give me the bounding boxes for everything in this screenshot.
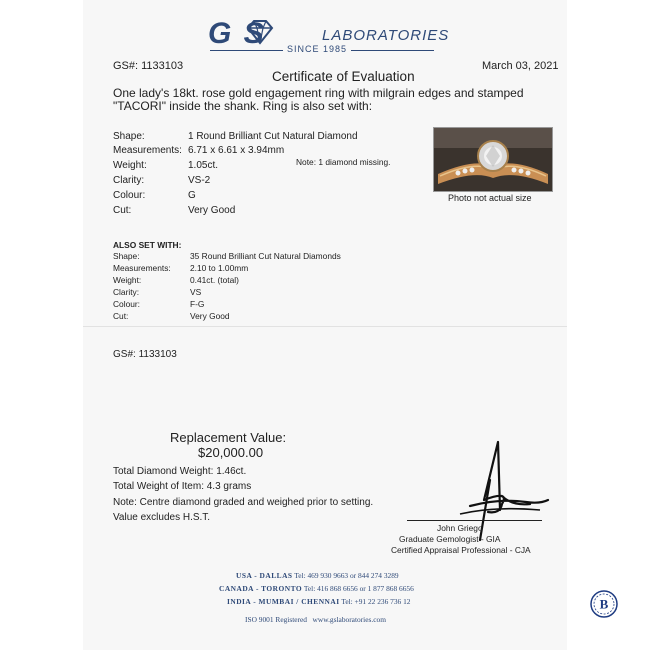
also-value-clarity: VS bbox=[190, 287, 202, 297]
footer-india-tel: Tel: +91 22 236 736 12 bbox=[341, 597, 411, 606]
spec-value-colour: G bbox=[188, 190, 196, 201]
footer-india bbox=[227, 597, 410, 606]
footer-usa bbox=[236, 571, 399, 580]
footer-usa-tel: Tel: 469 930 9663 or 844 274 3289 bbox=[294, 571, 399, 580]
also-label-measurements: Measurements: bbox=[113, 263, 171, 273]
b-badge-icon bbox=[589, 589, 619, 619]
spec-value-shape: 1 Round Brilliant Cut Natural Diamond bbox=[188, 131, 358, 142]
logo-gs-text: G S bbox=[208, 17, 266, 50]
spec-label-weight: Weight: bbox=[113, 160, 147, 171]
spec-label-clarity: Clarity: bbox=[113, 175, 145, 186]
also-value-cut: Very Good bbox=[190, 311, 230, 321]
diamond-logo-icon bbox=[246, 19, 274, 45]
replacement-value: $20,000.00 bbox=[198, 445, 264, 460]
spec-label-colour: Colour: bbox=[113, 190, 146, 201]
photo-caption: Photo not actual size bbox=[448, 193, 532, 203]
also-label-colour: Colour: bbox=[113, 299, 140, 309]
total-item-weight: Total Weight of Item: 4.3 grams bbox=[113, 481, 252, 492]
also-label-shape: Shape: bbox=[113, 251, 140, 261]
spec-label-measurements: Measurements: bbox=[113, 145, 182, 156]
footer-india-location: INDIA - MUMBAI / CHENNAI bbox=[227, 597, 340, 606]
ring-photo bbox=[433, 127, 553, 192]
spec-label-shape: Shape: bbox=[113, 131, 145, 142]
spec-value-weight: 1.05ct. bbox=[188, 160, 219, 171]
gs-number: GS#: 1133103 bbox=[113, 60, 184, 72]
footer-canada-tel: Tel: 416 868 6656 or 1 877 868 6656 bbox=[303, 584, 414, 593]
also-value-colour: F-G bbox=[190, 299, 205, 309]
also-value-weight: 0.41ct. (total) bbox=[190, 275, 239, 285]
footer-usa-location: USA - DALLAS bbox=[236, 571, 293, 580]
footer-iso-text: ISO 9001 Registered bbox=[245, 615, 307, 624]
gs-number-page2: GS#: 1133103 bbox=[113, 349, 177, 360]
signer-title-gia: Graduate Gemologist - GIA bbox=[399, 534, 501, 544]
total-diamond-weight: Total Diamond Weight: 1.46ct. bbox=[113, 466, 247, 477]
certificate-date: March 03, 2021 bbox=[482, 60, 559, 72]
signer-name: John Griego bbox=[437, 523, 483, 533]
spec-value-cut: Very Good bbox=[188, 205, 236, 216]
logo-laboratories: LABORATORIES bbox=[322, 27, 450, 44]
footer-iso bbox=[245, 615, 386, 624]
also-label-clarity: Clarity: bbox=[113, 287, 140, 297]
item-description: One lady's 18kt. rose gold engagement ring with milgrain edges and stamped "TACORI" inside the shank. Ring is also set with: bbox=[113, 86, 524, 113]
also-label-weight: Weight: bbox=[113, 275, 142, 285]
fold-line bbox=[83, 326, 567, 327]
tax-note: Value excludes H.S.T. bbox=[113, 512, 211, 523]
footer-canada bbox=[219, 584, 414, 593]
page-title: Certificate of Evaluation bbox=[272, 69, 415, 84]
note-missing: Note: 1 diamond missing. bbox=[296, 157, 391, 167]
grading-note: Note: Centre diamond graded and weighed prior to setting. bbox=[113, 497, 374, 508]
also-label-cut: Cut: bbox=[113, 311, 129, 321]
replacement-value-label: Replacement Value: bbox=[170, 430, 287, 445]
spec-label-cut: Cut: bbox=[113, 205, 132, 216]
badge-letter: B bbox=[599, 596, 609, 612]
signer-title-cja: Certified Appraisal Professional - CJA bbox=[391, 545, 531, 555]
also-set-heading: ALSO SET WITH: bbox=[113, 240, 182, 250]
footer-canada-location: CANADA - TORONTO bbox=[219, 584, 303, 593]
logo-since: SINCE 1985 bbox=[283, 44, 351, 54]
signature-line bbox=[407, 520, 542, 521]
also-value-shape: 35 Round Brilliant Cut Natural Diamonds bbox=[190, 251, 341, 261]
spec-value-clarity: VS-2 bbox=[188, 175, 211, 186]
footer-website: www.gslaboratories.com bbox=[312, 615, 386, 624]
spec-value-measurements: 6.71 x 6.61 x 3.94mm bbox=[188, 145, 285, 156]
also-value-measurements: 2.10 to 1.00mm bbox=[190, 263, 249, 273]
